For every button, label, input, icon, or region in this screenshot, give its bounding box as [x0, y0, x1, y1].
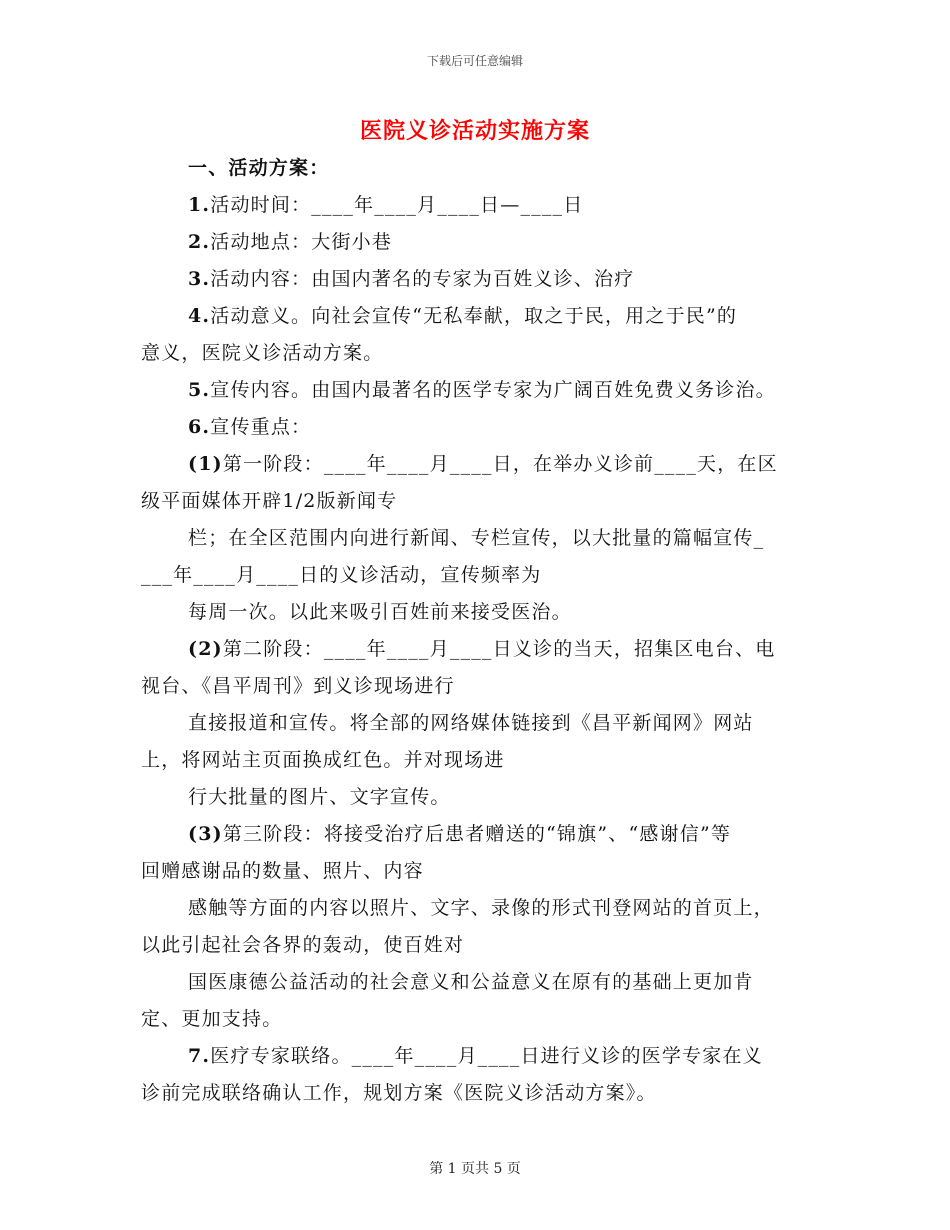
paragraph-line-5	[141, 335, 811, 372]
paragraph-line-25	[141, 1075, 811, 1112]
line-text: 意义，医院义诊活动方案。	[141, 342, 384, 364]
item-number: 5.	[188, 379, 211, 401]
page-header: 下载后可任意编辑	[426, 54, 523, 68]
line-text: 以此引起社会各界的轰动，使百姓对	[141, 934, 465, 956]
line-text: 活动内容：由国内著名的专家为百姓义诊、治疗	[210, 268, 635, 290]
line-text: 每周一次。以此来吸引百姓前来接受医治。	[188, 601, 572, 623]
paragraph-line-18	[141, 816, 811, 853]
paragraph-line-2	[141, 224, 811, 261]
paragraph-line-16	[141, 742, 811, 779]
section-heading: 一、活动方案：	[188, 157, 330, 179]
item-number: 7.	[188, 1045, 211, 1067]
paragraph-line-15	[141, 705, 811, 742]
item-number: (3)	[188, 823, 223, 845]
item-number: 2.	[188, 231, 211, 253]
line-text: 宣传重点：	[210, 416, 312, 438]
line-text: 活动时间：____年____月____日—____日	[210, 194, 584, 216]
item-number: 3.	[188, 268, 211, 290]
paragraph-line-4	[141, 298, 811, 335]
paragraph-line-14	[141, 668, 811, 705]
line-text: 活动地点：大街小巷	[210, 231, 393, 253]
paragraph-line-12	[141, 594, 811, 631]
line-text: 行大批量的图片、文字宣传。	[188, 786, 451, 808]
item-number: 6.	[188, 416, 211, 438]
page-footer: 第 1 页共 5 页	[429, 1161, 521, 1177]
line-text: 回赠感谢品的数量、照片、内容	[141, 860, 424, 882]
paragraph-line-20	[141, 890, 811, 927]
line-text: 诊前完成联络确认工作，规划方案《医院义诊活动方案》。	[141, 1082, 657, 1104]
item-number: 1.	[188, 194, 211, 216]
paragraph-line-8	[141, 446, 811, 483]
line-text: 感触等方面的内容以照片、文字、录像的形式刊登网站的首页上，	[188, 897, 774, 919]
paragraph-line-11	[141, 557, 811, 594]
item-number: (1)	[188, 453, 223, 475]
paragraph-line-23	[141, 1001, 811, 1038]
paragraph-line-9	[141, 483, 811, 520]
item-number: 4.	[188, 305, 211, 327]
paragraph-line-1	[141, 187, 811, 224]
line-text: 定、更加支持。	[141, 1008, 283, 1030]
paragraph-line-17	[141, 779, 811, 816]
line-text: 视台、《昌平周刊》到义诊现场进行	[141, 675, 455, 697]
paragraph-line-10	[141, 520, 811, 557]
paragraph-line-13	[141, 631, 811, 668]
paragraph-line-21	[141, 927, 811, 964]
paragraph-line-24	[141, 1038, 811, 1075]
document-body	[141, 150, 811, 1112]
line-text: 第二阶段：____年____月____日义诊的当天，招集区电台、电	[222, 638, 776, 660]
line-text: 国医康德公益活动的社会意义和公益意义在原有的基础上更加肯	[188, 971, 754, 993]
line-text: 宣传内容。由国内最著名的医学专家为广阔百姓免费义务诊治。	[210, 379, 776, 401]
line-text: 活动意义。向社会宣传“无私奉献，取之于民，用之于民”的	[210, 305, 738, 327]
line-text: 第三阶段：将接受治疗后患者赠送的“锦旗”、“感谢信”等	[222, 823, 732, 845]
line-text: 医疗专家联络。____年____月____日进行义诊的医学专家在义	[210, 1045, 763, 1067]
item-number: (2)	[188, 638, 223, 660]
paragraph-line-7	[141, 409, 811, 446]
line-text: ___年____月____日的义诊活动，宣传频率为	[141, 564, 542, 586]
line-text: 栏；在全区范围内向进行新闻、专栏宣传，以大批量的篇幅宣传_	[188, 527, 765, 549]
line-text: 直接报道和宣传。将全部的网络媒体链接到《昌平新闻网》网站	[188, 712, 754, 734]
document-title: 医院义诊活动实施方案	[359, 118, 590, 144]
line-text: 第一阶段：____年____月____日，在举办义诊前____天，在区	[222, 453, 778, 475]
line-text: 上，将网站主页面换成红色。并对现场进	[141, 749, 505, 771]
paragraph-line-19	[141, 853, 811, 890]
paragraph-line-6	[141, 372, 811, 409]
paragraph-line-3	[141, 261, 811, 298]
paragraph-line-22	[141, 964, 811, 1001]
line-text: 级平面媒体开辟1/2版新闻专	[141, 490, 398, 512]
